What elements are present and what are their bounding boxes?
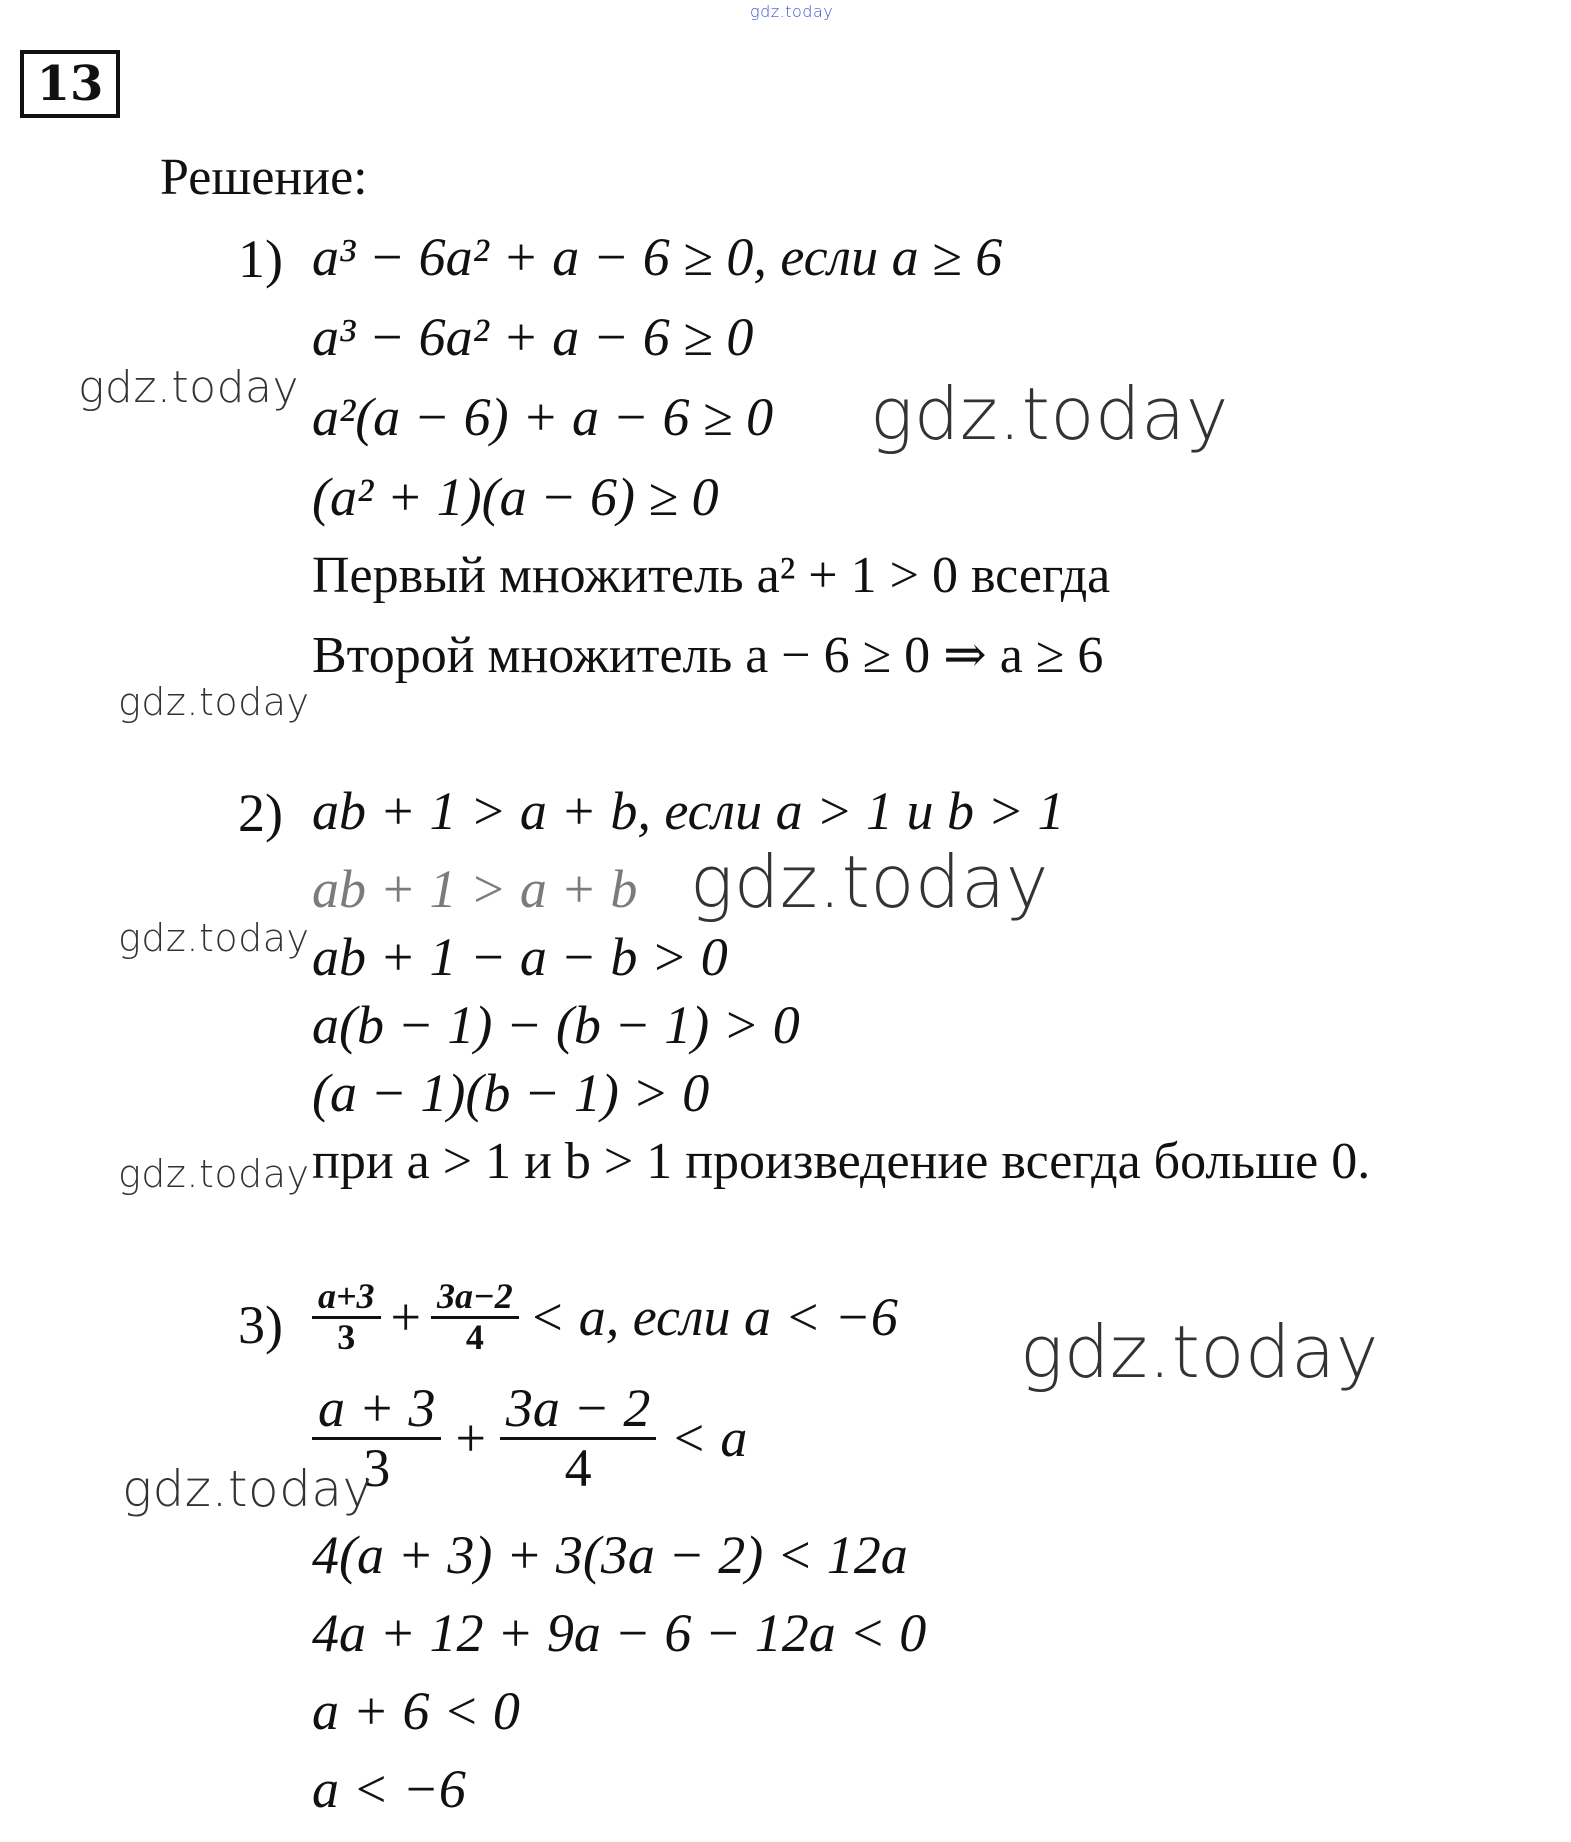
fraction-numerator: a + 3 <box>318 1378 436 1438</box>
part3-label: 3) <box>238 1295 283 1355</box>
part3-step-4: a + 6 < 0 <box>312 1681 520 1741</box>
part1-condition: a³ − 6a² + a − 6 ≥ 0, если a ≥ 6 <box>312 227 1003 287</box>
watermark: gdz.today <box>118 1152 310 1196</box>
part2-step-2: ab + 1 − a − b > 0 <box>312 927 728 987</box>
fraction-denominator: 3 <box>337 1316 356 1357</box>
part3-step-2: 4(a + 3) + 3(3a − 2) < 12a <box>312 1525 908 1585</box>
task-number-box: 13 <box>20 50 120 118</box>
part2-step-4: (a − 1)(b − 1) > 0 <box>312 1063 710 1123</box>
part2-step-1: ab + 1 > a + b <box>312 859 638 919</box>
part1-label: 1) <box>238 229 283 289</box>
part1-first-factor-note: Первый множитель a² + 1 > 0 всегда <box>312 547 1111 604</box>
part3-fraction-2 <box>431 1278 519 1357</box>
part2-label: 2) <box>238 783 283 843</box>
plus-sign: + <box>455 1408 486 1469</box>
watermark: gdz.today <box>118 680 310 724</box>
part2-step-3: a(b − 1) − (b − 1) > 0 <box>312 995 800 1055</box>
top-watermark: gdz.today <box>750 2 834 21</box>
part3-step-1 <box>312 1380 747 1496</box>
watermark: gdz.today <box>690 840 1049 924</box>
part3-condition-tail: < a, если a < −6 <box>528 1287 898 1348</box>
part3-step-3: 4a + 12 + 9a − 6 − 12a < 0 <box>312 1603 927 1663</box>
part1-step-2: a²(a − 6) + a − 6 ≥ 0 <box>312 387 774 447</box>
part3-fraction-1 <box>312 1278 381 1357</box>
part1-step-1: a³ − 6a² + a − 6 ≥ 0 <box>312 307 754 367</box>
solution-title: Решение: <box>160 149 368 206</box>
part3-condition <box>312 1278 898 1357</box>
watermark: gdz.today <box>78 362 300 413</box>
part3-step-5: a < −6 <box>312 1759 466 1819</box>
fraction-denominator: 4 <box>465 1316 484 1357</box>
part1-second-factor-note: Второй множитель a − 6 ≥ 0 ⇒ a ≥ 6 <box>312 627 1104 684</box>
fraction-numerator: 3a − 2 <box>505 1378 651 1438</box>
part2-condition: ab + 1 > a + b, если a > 1 и b > 1 <box>312 781 1065 841</box>
fraction-numerator: a+3 <box>318 1276 375 1316</box>
watermark: gdz.today <box>1020 1310 1379 1394</box>
fraction-denominator: 3 <box>363 1437 391 1498</box>
plus-sign: + <box>390 1287 421 1348</box>
part3-big-fraction-2 <box>500 1380 656 1496</box>
fraction-numerator: 3a−2 <box>436 1276 513 1316</box>
watermark: gdz.today <box>118 916 310 960</box>
part2-conclusion: при a > 1 и b > 1 произведение всегда больше 0. <box>312 1133 1371 1190</box>
watermark: gdz.today <box>870 372 1229 456</box>
part1-step-3: (a² + 1)(a − 6) ≥ 0 <box>312 467 719 527</box>
watermark: gdz.today <box>122 1460 373 1518</box>
fraction-denominator: 4 <box>564 1437 592 1498</box>
part3-step-1-tail: < a <box>670 1408 748 1469</box>
